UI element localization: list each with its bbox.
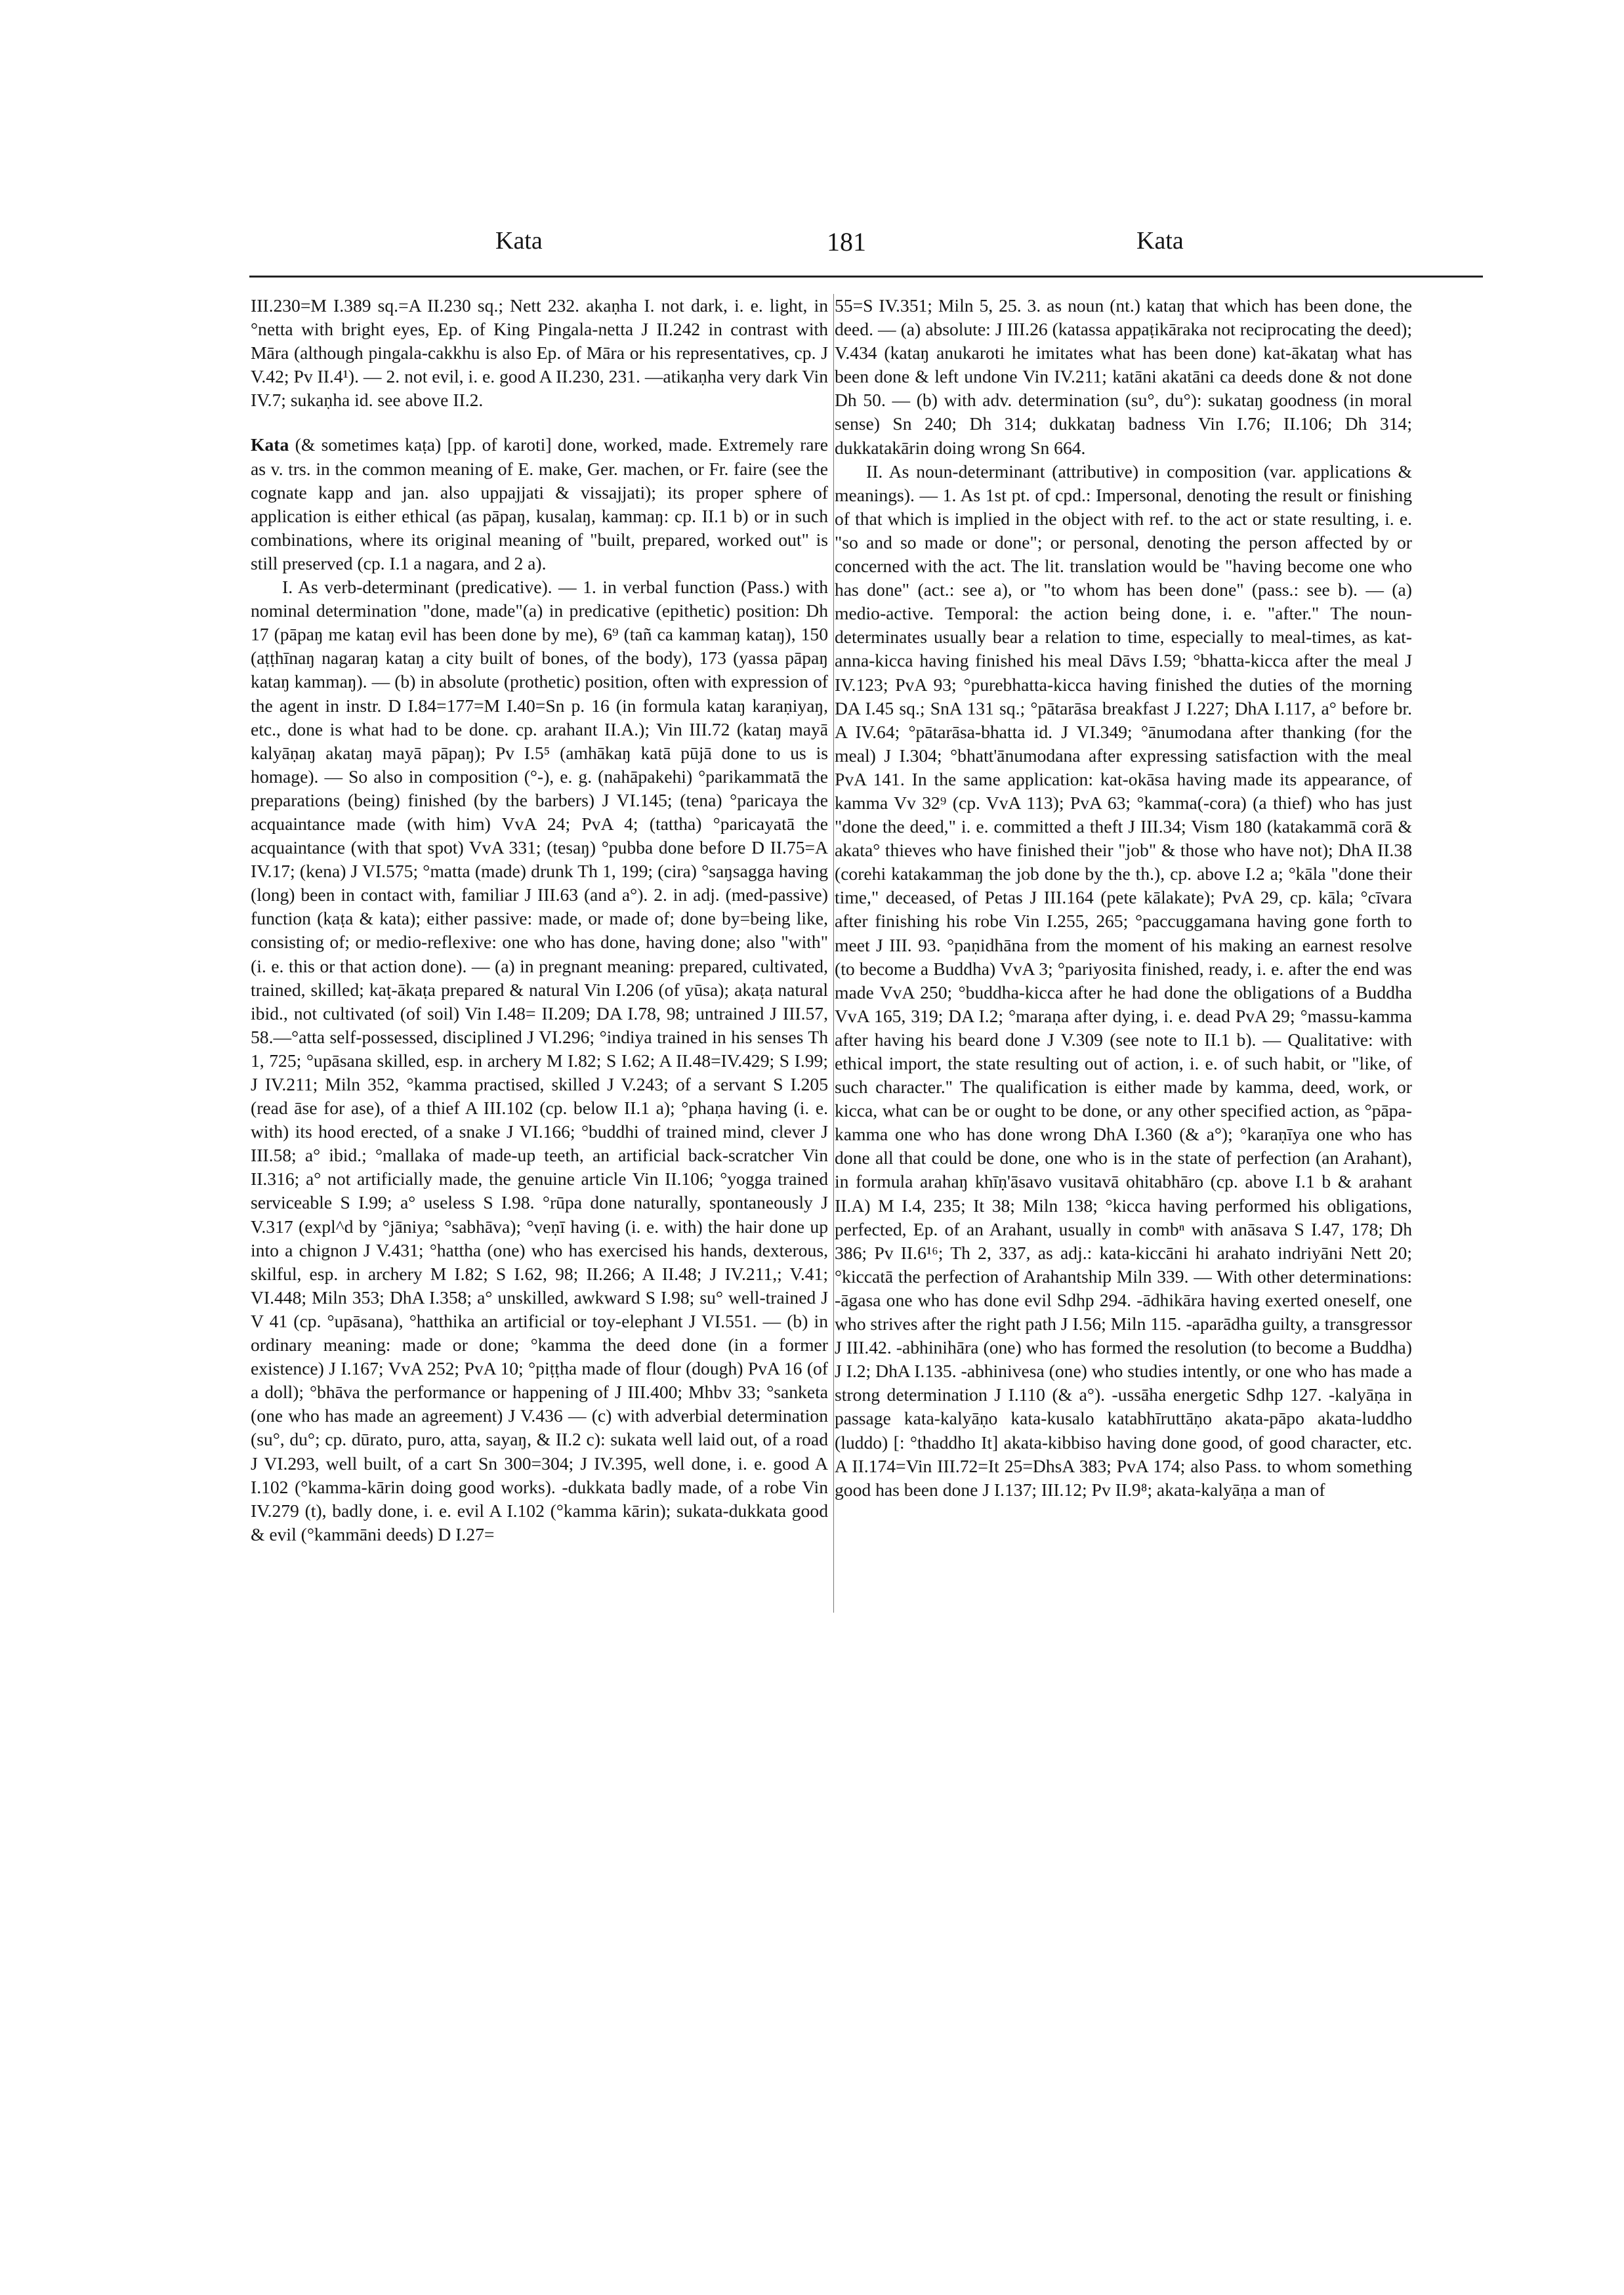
left-column (251, 294, 828, 1546)
entry-kata-intro: (& sometimes kaṭa) [pp. of karoti] done, worked, made. Extremely rare as v. trs. in the common meaning of E. make, Ger. machen, or Fr. faire (see the cognate kapp and jan. also uppajjati & vissajjati); its proper sphere of application is either ethical (as pāpaŋ, kusalaŋ, kammaŋ: cp. II.1 b) or in such combinations, where its original meaning of "built, prepared, worked out" is still preserved (cp. I.1 a nagara, and 2 a). (251, 434, 828, 573)
header-left-guideword: Kata (495, 227, 543, 255)
page-number: 181 (827, 227, 866, 257)
section-noun-use: 55=S IV.351; Miln 5, 25. 3. as noun (nt.) kataŋ that which has been done, the deed. — (a) absolute: J III.26 (katassa appaṭikāraka not reciprocating the deed); V.434 (kataŋ anukaroti he imitates what has been done) kat-ākataŋ what has been done & left undone Vin IV.211; katāni akatāni ca deeds done & not done Dh 50. — (b) with adv. determination (su°, du°): sukataŋ goodness (in moral sense) Sn 240; Dh 314; dukkataŋ badness Vin I.76; II.106; Dh 314; dukkatakārin doing wrong Sn 664. (835, 295, 1412, 458)
section-verb-determinant: I. As verb-determinant (predicative). — 1. in verbal function (Pass.) with nominal determination "done, made"(a) in predicative (epithetic) position: Dh 17 (pāpaŋ me kataŋ evil has been done by me), 6⁹ (tañ ca kammaŋ kataŋ), 150 (aṭṭhīnaŋ nagaraŋ kataŋ a city built of bones, of the body), 173 (yassa pāpaŋ kataŋ kammaŋ). — (b) in absolute (prothetic) position, often with expression of the agent in instr. D I.84=177=M I.40=Sn p. 16 (in formula kataŋ karaṇiyaŋ, etc., done is what had to be done. cp. arahant II.A.); Vin III.72 (kataŋ mayā kalyāṇaŋ akataŋ mayā pāpaŋ); Pv I.5⁵ (amhākaŋ katā pūjā done to us is homage). — So also in composition (°-), e. g. (nahāpakehi) °parikammatā the preparations (being) finished (by the barbers) J VI.145; (tena) °paricaya the acquaintance made (with him) VvA 24; PvA 4; (tattha) °paricayatā the acquaintance (with that spot) VvA 331; (tesaŋ) °pubba done before D II.75=A IV.17; (kena) J VI.575; °matta (made) drunk Th 1, 199; (cira) °saŋsagga having (long) been in contact with, familiar J III.63 (and a°). 2. in adj. (med-passive) function (kaṭa & kata); either passive: made, or made of; done by=being like, consisting of; or medio-reflexive: one who has done, having done; also "with" (i. e. this or that action done). — (a) in pregnant meaning: prepared, cultivated, trained, skilled; kaṭ-ākaṭa prepared & natural Vin I.206 (of yūsa); akaṭa natural ibid., not cultivated (of soil) Vin I.48= II.209; DA I.78, 98; untrained J III.57, 58.—°atta self-possessed, disciplined J VI.296; °indiya trained in his senses Th 1, 725; °upāsana skilled, esp. in archery M I.82; S I.62; A II.48=IV.429; S I.99; J IV.211; Miln 352, °kamma practised, skilled J V.243; of a servant S I.205 (read āse for ase), of a thief A III.102 (cp. below II.1 a); °phaṇa having (i. e. with) its hood erected, of a snake J VI.166; °buddhi of trained mind, clever J III.58; a° ibid.; °mallaka of made-up teeth, an artificial back-scratcher Vin II.316; a° not artificially made, the genuine article Vin II.106; °yogga trained serviceable S I.99; a° useless S I.98. °rūpa done naturally, spontaneously J V.317 (expl^d by °jāniya; °sabhāva); °veṇī having (i. e. with) the hair done up into a chignon J V.431; °hattha (one) who has exercised his hands, dexterous, skilful, esp. in archery M I.82; S I.62, 98; II.266; A II.48; J IV.211,; V.41; VI.448; Miln 353; DhA I.358; a° unskilled, awkward S I.98; su° well-trained J V 41 (cp. °upāsana), °hatthika an artificial or toy-elephant J VI.551. — (b) in ordinary meaning: made or done; °kamma the deed done (in a former existence) J I.167; VvA 252; PvA 10; °piṭṭha made of flour (dough) PvA 16 (of a doll); °bhāva the performance or happening of J III.400; Mhbv 33; °sanketa (one who has made an agreement) J V.436 — (c) with adverbial determination (su°, du°; cp. dūrato, puro, atta, sayaŋ, & II.2 c): sukata well laid out, of a road J VI.293, well built, of a cart Sn 300=304; J IV.395, well done, i. e. good A I.102 (°kamma-kārin doing good works). -dukkata badly made, of a robe Vin IV.279 (t), badly done, i. e. evil A I.102 (°kamma kārin); sukata-dukkata good & evil (°kammāni deeds) D I.27= (251, 577, 828, 1544)
header-right-guideword: Kata (1136, 227, 1184, 255)
column-divider (833, 294, 834, 1613)
right-column (835, 294, 1412, 1502)
entry-headword: Kata (251, 434, 289, 455)
section-noun-determinant: II. As noun-determinant (attributive) in composition (var. applications & meanings). — 1. As 1st pt. of cpd.: Impersonal, denoting the result or finishing of that which is implied in the object with ref. to the act or state resulting, i. e. "so and so made or done"; or personal, denoting the person affected by or concerned with the act. The lit. translation would be "having become one who has done" (act.: see a), or "to whom has been done" (pass.: see b). — (a) medio-active. Temporal: the action being done, i. e. "after." The noun-determinates usually bear a relation to time, especially to meal-times, as kat-anna-kicca having finished his meal Dāvs I.59; °bhatta-kicca after the meal J IV.123; PvA 93; °purebhatta-kicca having finished the duties of the morning DA I.45 sq.; SnA 131 sq.; °pātarāsa breakfast J I.227; DhA I.117, a° before br. A IV.64; °pātarāsa-bhatta id. J VI.349; °ānumodana after thanking (for the meal) J I.304; °bhatt'ānumodana after expressing satisfaction with the meal PvA 141. In the same application: kat-okāsa having made its appearance, of kamma Vv 32⁹ (cp. VvA 113); PvA 63; °kamma(-cora) (a thief) who has just "done the deed," i. e. committed a theft J III.34; Vism 180 (katakammā corā & akata° thieves who have finished their "job" & those who have not); DhA II.38 (corehi katakammaŋ the job done by the th.), cp. above I.2 a; °kāla "done their time," deceased, of Petas J III.164 (pete kālakate); PvA 29, cp. kāla; °cīvara after finishing his robe Vin I.255, 265; °paccuggamana having gone forth to meet J III. 93. °paṇidhāna from the moment of his making an earnest resolve (to become a Buddha) VvA 3; °pariyosita finished, ready, i. e. after the end was made VvA 250; °buddha-kicca after he had done the obligations of a Buddha VvA 165, 319; DA I.2; °maraṇa after dying, i. e. dead PvA 29; °massu-kamma after having his beard done J V.309 (see note to II.1 b). — Qualitative: with ethical import, the state resulting out of action, i. e. of such habit, or "like, of such character." The qualification is either made by kamma, deed, work, or kicca, what can be or ought to be done, or any other specified action, as °pāpa-kamma one who has done wrong DhA I.360 (& a°); °karaṇīya one who has done all that could be done, one who is in the state of perfection (an Arahant), in formula arahaŋ khīṇ'āsavo vusitavā ohitabhāro (cp. above I.1 b & arahant II.A) M I.4, 235; It 38; Miln 138; °kicca having performed his obligations, perfected, Ep. of an Arahant, usually in combⁿ with anāsava S I.47, 178; Dh 386; Pv II.6¹⁶; Th 2, 337, as adj.: kata-kiccāni hi arahato indriyāni Nett 20; °kiccatā the perfection of Arahantship Miln 339. — With other determinations: -āgasa one who has done evil Sdhp 294. -ādhikāra having exerted oneself, one who strives after the right path J I.56; Miln 115. -aparādha guilty, a transgressor J III.42. -abhinihāra (one) who has formed the resolution (to become a Buddha) J I.2; DhA I.135. -abhinivesa (one) who studies intently, or one who has made a strong determination J I.110 (& a°). -ussāha energetic Sdhp 127. -kalyāṇa in passage kata-kalyāṇo kata-kusalo katabhīruttāṇo akata-pāpo akata-luddho (luddo) [: °thaddho It] akata-kibbiso having done good, of good character, etc. A II.174=Vin III.72=It 25=DhsA 383; PvA 174; also Pass. to whom something good has been done J I.137; III.12; Pv II.9⁸; akata-kalyāṇa a man of (835, 461, 1412, 1500)
continued-entry-akanha: III.230=M I.389 sq.=A II.230 sq.; Nett 232. akaṇha I. not dark, i. e. light, in °netta with bright eyes, Ep. of King Pingala-netta J II.242 in contrast with Māra (although pingala-cakkhu is also Ep. of Māra or his representatives, cp. J V.42; Pv II.4¹). — 2. not evil, i. e. good A II.230, 231. —atikaṇha very dark Vin IV.7; sukaṇha id. see above II.2. (251, 295, 828, 411)
entry-kata (251, 433, 828, 575)
header-rule (249, 276, 1483, 278)
running-header (249, 226, 1483, 272)
